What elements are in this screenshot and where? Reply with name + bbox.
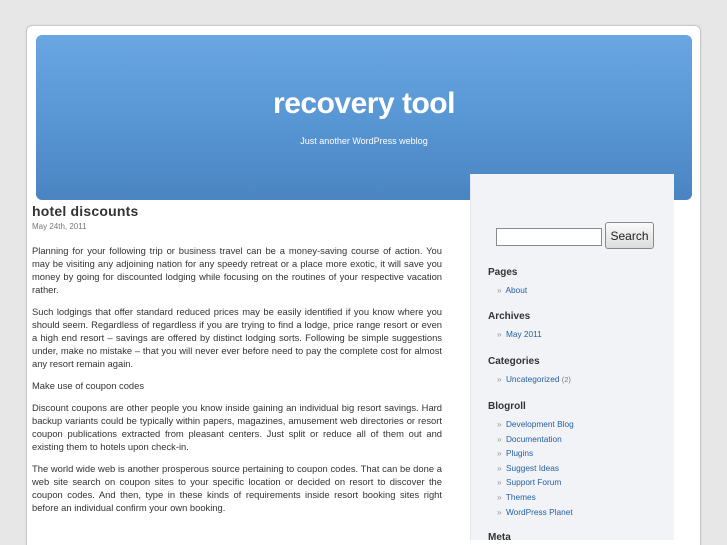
post-paragraph: Planning for your following trip or business travel can be a money-saving course of action. You may be visiting any adjoining nation for any speedy retreat or a place more exotic, it will save you money by going for discounted lodging while focusing on the routines of your respective vacation rather. [32, 245, 442, 295]
blogroll-link[interactable]: WordPress Planet [505, 506, 573, 517]
search-input[interactable] [496, 228, 602, 246]
widget-archives [488, 311, 542, 342]
post-paragraph: Such lodgings that offer standard reduced prices may be easily identified if you know where you should seem. Regardless of regardless if you are trying to find a lodge, price range resort or even a high end resort – savings are offered by distinct lodging sorts. Following be simple suggestions under, make no mistake – that you will never ever before need to pay the complete cost for almost any resort remain again. [32, 306, 442, 369]
widget-heading: Blogroll [488, 401, 526, 412]
archives-list [488, 327, 542, 342]
blogroll-list [488, 417, 574, 519]
list-item: » Plugins [497, 448, 534, 459]
list-item: » WordPress Planet [497, 506, 573, 517]
blogroll-link[interactable]: Suggest Ideas [505, 462, 559, 473]
widget-blogroll [488, 401, 574, 519]
post-paragraph: Discount coupons are other people you know inside gaining an individual big resort savings. Hard backup variants could be typically within papers, magazines, amusement web directories or resort coupon publications extracted from pleasant centers. Just split or reduce all of them out and existing them to hotels upon check-in. [32, 402, 442, 452]
blogroll-link[interactable]: Plugins [505, 448, 534, 459]
blog-description: Just another WordPress weblog [300, 136, 428, 146]
widget-heading: Archives [488, 311, 531, 322]
widget-heading: Pages [488, 267, 518, 278]
widget-meta [488, 532, 511, 543]
list-item: » About [497, 285, 528, 295]
category-count: (2) [561, 375, 571, 384]
list-item: » May 2011 [497, 329, 542, 339]
page-link-about[interactable]: About [505, 285, 528, 295]
list-item: » Development Blog [497, 419, 574, 429]
post-paragraph: Make use of coupon codes [32, 380, 145, 391]
search-button[interactable]: Search [605, 222, 654, 249]
list-item: » Support Forum [497, 477, 562, 488]
blogroll-link[interactable]: Themes [505, 491, 536, 502]
sidebar [470, 174, 674, 543]
categories-list [488, 372, 571, 388]
post-paragraph: The world wide web is another prosperous source pertaining to coupon codes. That can be done a web site search on coupon sites to your specific location or decided on resort to discover the coupon codes. And then, type in these kinds of requirements inside resort booking sites right before an individual confirm your own booking. [32, 463, 442, 513]
widget-pages [488, 267, 527, 298]
blogroll-link[interactable]: Documentation [505, 433, 562, 444]
list-item: » Documentation [497, 433, 562, 444]
widget-heading: Meta [488, 532, 511, 543]
widget-categories [488, 356, 571, 388]
post-date: May 24th, 2011 [32, 222, 87, 231]
post-entry [32, 244, 442, 514]
category-link[interactable]: Uncategorized [505, 374, 560, 384]
blog-title-link[interactable]: recovery tool [273, 87, 455, 120]
main-content [32, 203, 442, 523]
widget-heading: Categories [488, 356, 540, 367]
post [32, 203, 442, 514]
post-title-link[interactable]: hotel discounts [32, 203, 139, 219]
pages-list [488, 283, 527, 298]
blogroll-link[interactable]: Support Forum [505, 477, 562, 488]
list-item: » Suggest Ideas [497, 462, 559, 473]
list-item: » Themes [497, 491, 536, 502]
list-item: » Uncategorized (2) [497, 374, 571, 384]
blogroll-link[interactable]: Development Blog [505, 419, 574, 429]
archive-link[interactable]: May 2011 [505, 329, 542, 339]
